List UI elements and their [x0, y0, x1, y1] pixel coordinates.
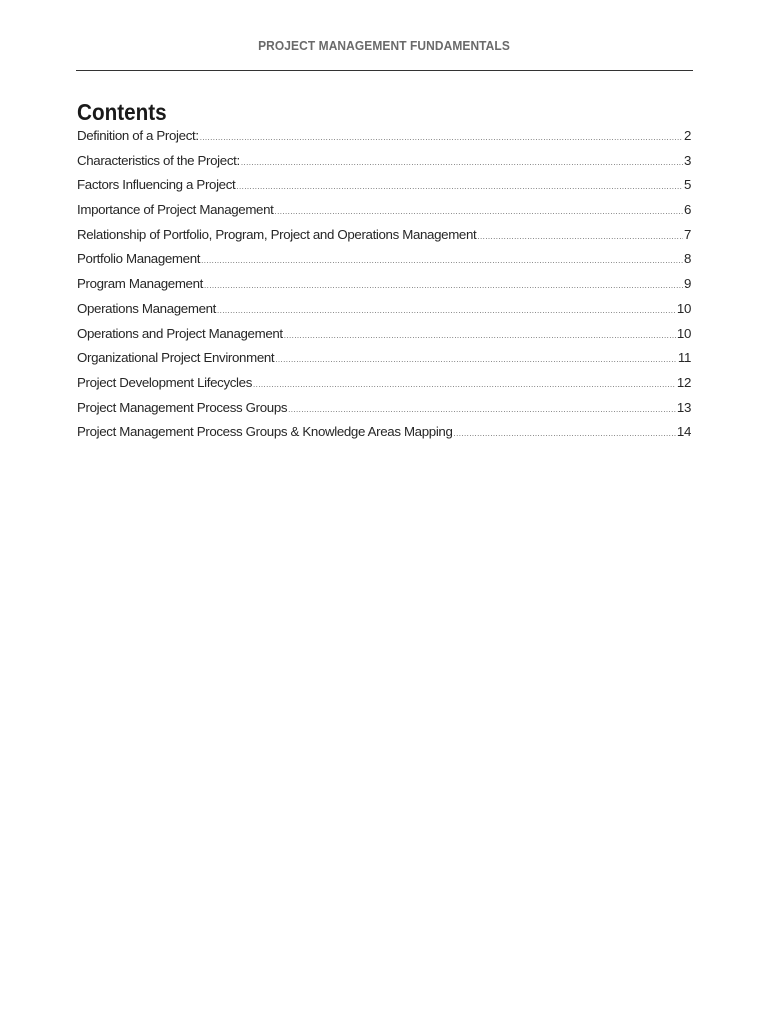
toc-dot-leader: [253, 380, 676, 389]
toc-entry-operations[interactable]: [77, 301, 691, 326]
toc-dot-leader: [275, 207, 683, 216]
toc-entry-lifecycles[interactable]: [77, 375, 691, 400]
toc-entry-page: 10: [676, 300, 691, 316]
toc-entry-text: Characteristics of the Project:: [77, 152, 240, 168]
running-header: PROJECT MANAGEMENT FUNDAMENTALS: [258, 38, 510, 53]
toc-dot-leader: [477, 232, 683, 241]
toc-entry-definition[interactable]: [77, 128, 691, 153]
toc-entry-page: 7: [683, 226, 691, 242]
toc-entry-page: 6: [683, 202, 691, 218]
toc-entry-page: 11: [677, 350, 691, 366]
toc-entry-importance[interactable]: [77, 202, 691, 227]
toc-entry-program[interactable]: [77, 276, 691, 301]
toc-entry-characteristics[interactable]: [77, 153, 691, 178]
toc-dot-leader: [454, 429, 676, 438]
toc-dot-leader: [201, 256, 683, 265]
toc-list: [77, 128, 691, 449]
toc-dot-leader: [275, 355, 677, 364]
toc-entry-factors[interactable]: [77, 177, 691, 202]
toc-dot-leader: [200, 133, 683, 142]
toc-entry-process-groups[interactable]: [77, 400, 691, 425]
toc-dot-leader: [284, 331, 676, 340]
toc-entry-page: 13: [676, 399, 691, 415]
toc-entry-page: 14: [676, 424, 691, 440]
toc-dot-leader: [204, 281, 683, 290]
toc-entry-page: 10: [676, 325, 691, 341]
toc-entry-text: Importance of Project Management: [77, 202, 274, 218]
toc-entry-page: 8: [683, 251, 691, 267]
toc-entry-text: Portfolio Management: [77, 251, 201, 267]
toc-entry-portfolio[interactable]: [77, 251, 691, 276]
table-of-contents: [77, 98, 691, 449]
toc-entry-text: Project Management Process Groups: [77, 399, 288, 415]
toc-entry-text: Organizational Project Environment: [77, 350, 275, 366]
toc-title: Contents: [77, 99, 167, 125]
toc-entry-relationship[interactable]: [77, 227, 691, 252]
toc-entry-text: Definition of a Project:: [77, 128, 199, 143]
toc-entry-text: Program Management: [77, 276, 203, 292]
toc-entry-page: 5: [683, 177, 691, 193]
toc-dot-leader: [241, 158, 683, 167]
toc-dot-leader: [288, 405, 676, 414]
toc-entry-knowledge-areas-mapping[interactable]: [77, 424, 691, 449]
toc-entry-page: 2: [683, 128, 691, 143]
header-rule: [76, 70, 693, 71]
toc-entry-page: 9: [683, 276, 691, 292]
toc-entry-text: Project Development Lifecycles: [77, 374, 253, 390]
toc-dot-leader: [236, 182, 683, 191]
toc-entry-organizational-environment[interactable]: [77, 350, 691, 375]
toc-entry-text: Operations Management: [77, 300, 217, 316]
toc-entry-text: Relationship of Portfolio, Program, Project and Operations Management: [77, 226, 477, 242]
toc-dot-leader: [217, 306, 676, 315]
toc-entry-text: Factors Influencing a Project: [77, 177, 236, 193]
toc-entry-page: 12: [676, 374, 691, 390]
toc-entry-page: 3: [683, 152, 691, 168]
toc-entry-operations-and-project[interactable]: [77, 326, 691, 351]
toc-entry-text: Operations and Project Management: [77, 325, 283, 341]
toc-entry-text: Project Management Process Groups & Knowledge Areas Mapping: [77, 424, 453, 440]
